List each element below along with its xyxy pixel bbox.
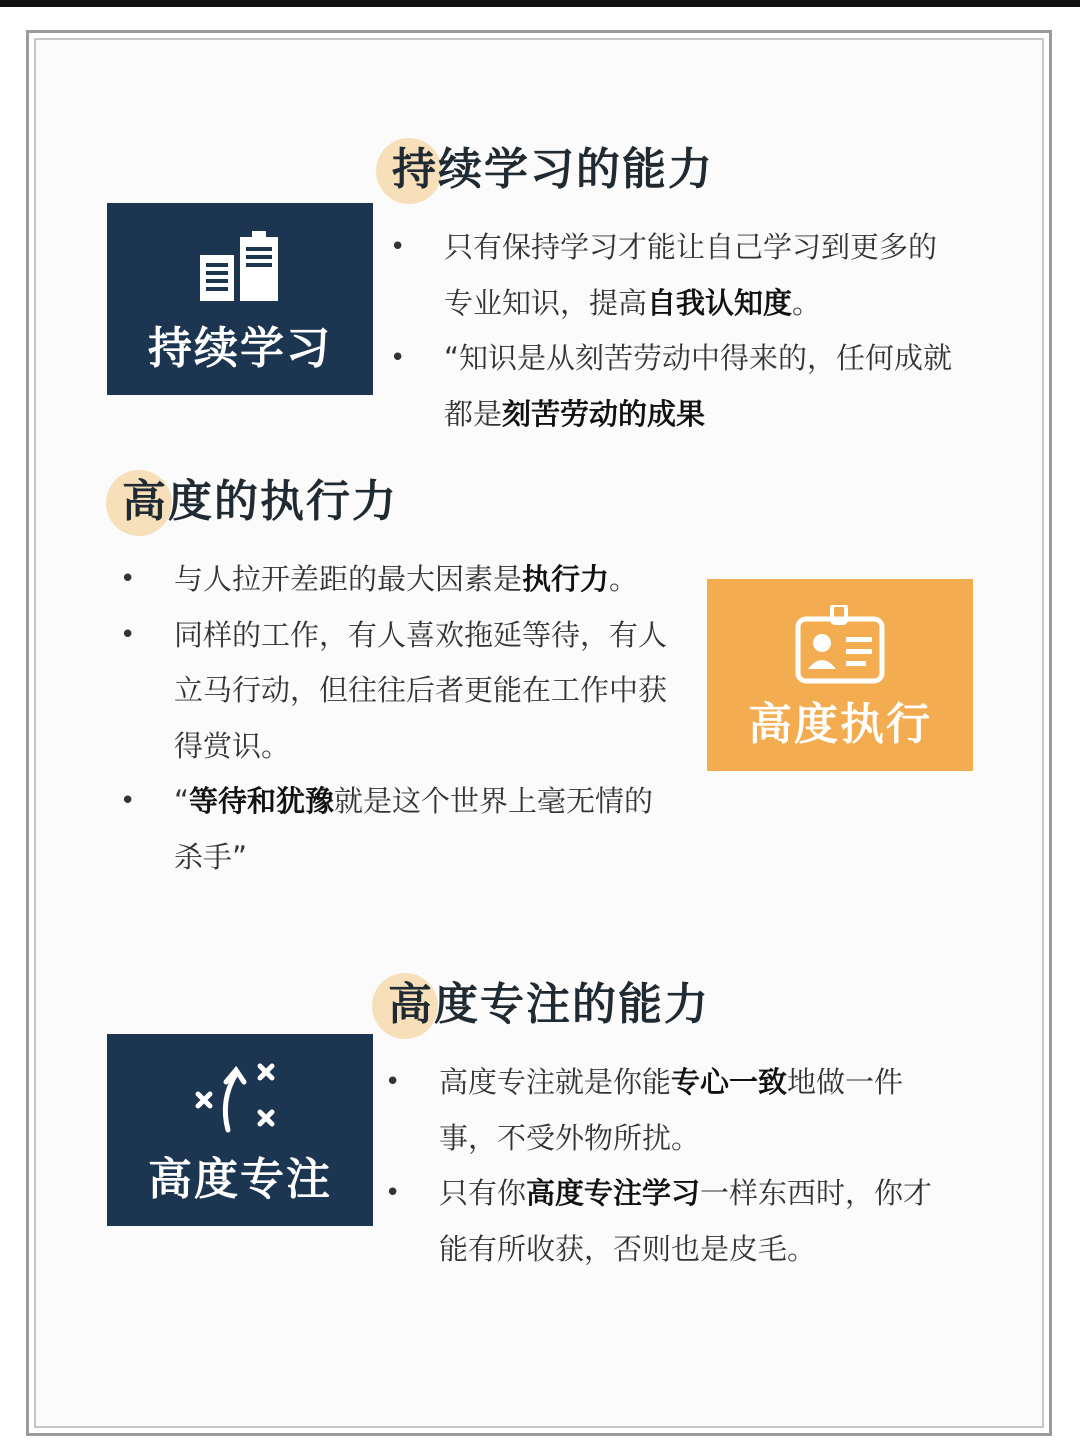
bullet-text: 。	[792, 285, 822, 320]
section-heading-execution: 高度的执行力	[122, 476, 398, 528]
bullet-item	[390, 331, 960, 442]
bullet-text: “知识是从刻苦劳动中得来的，任何成就都是	[444, 341, 953, 431]
bullet-item	[385, 1055, 955, 1166]
emphasis-text: 刻苦劳动的成果	[502, 396, 706, 431]
card-label: 高度专注	[148, 1154, 332, 1205]
documents-icon	[107, 229, 373, 315]
bullet-text: 一样东西时，你才能有所收获，否则也是皮毛。	[439, 1176, 933, 1266]
bullet-text: 只有保持学习才能让自己学习到更多的专业知识，提高	[444, 230, 938, 320]
card-label: 持续学习	[148, 323, 332, 374]
card-learning	[107, 203, 373, 395]
bullet-dot: •	[390, 232, 406, 262]
bullet-text: “	[174, 784, 190, 818]
emphasis-text: 执行力	[522, 562, 610, 596]
bullet-list-execution	[120, 552, 680, 885]
bullet-text: 地做一件事，不受外物所扰。	[439, 1065, 904, 1155]
bullet-dot: •	[120, 619, 136, 650]
emphasis-text: 自我认知度	[647, 285, 793, 320]
emphasis-text: 等待和犹豫	[189, 784, 335, 818]
emphasis-text: 高度专注学习	[526, 1176, 701, 1210]
bullet-item	[120, 552, 680, 608]
card-focus	[107, 1034, 373, 1226]
bullet-dot: •	[390, 343, 406, 373]
bullet-text: 与人拉开差距的最大因素是	[174, 562, 523, 596]
bullet-text: 高度专注就是你能	[439, 1065, 672, 1099]
bullet-dot: •	[385, 1178, 401, 1208]
card-label: 高度执行	[748, 699, 932, 750]
emphasis-text: 专心一致	[671, 1065, 788, 1099]
bullet-text: 同样的工作，有人喜欢拖延等待，有人立马行动，但往往后者更能在工作中获得赏识。	[174, 617, 668, 763]
bullet-item	[385, 1166, 955, 1277]
bullet-item	[120, 608, 680, 775]
section-heading-focus: 高度专注的能力	[388, 979, 710, 1031]
top-edge-bar	[0, 0, 1080, 7]
bullet-item	[390, 220, 960, 331]
bullet-item	[120, 774, 680, 885]
bullet-text: 只有你	[439, 1176, 527, 1210]
section-heading-learning: 持续学习的能力	[392, 144, 714, 196]
bullet-text: 。	[609, 562, 639, 596]
bullet-dot: •	[120, 786, 136, 816]
card-execution	[707, 579, 973, 771]
bullet-dot: •	[385, 1067, 401, 1097]
bullet-list-focus	[385, 1055, 955, 1277]
bullet-list-learning	[390, 220, 960, 442]
id-badge-icon	[707, 605, 973, 691]
bullet-dot: •	[120, 564, 136, 594]
strategy-arrow-icon	[107, 1060, 373, 1146]
bullet-text: 就是这个世界上毫无情的杀手”	[174, 784, 654, 874]
